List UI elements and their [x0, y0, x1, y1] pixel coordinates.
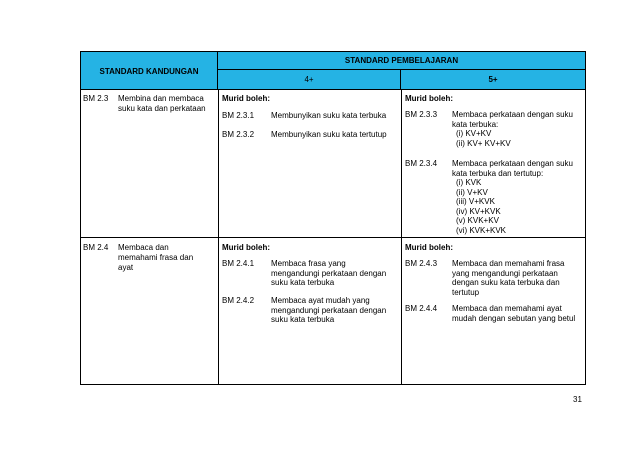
header-col-5plus: 5+: [401, 70, 585, 89]
row2-col5-item2-code: BM 2.4.4: [405, 304, 438, 313]
row2-col5-item1-line3: dengan suku kata terbuka dan: [452, 278, 560, 287]
row1-col5-item2-line8: (vi) KVK+KVK: [456, 225, 507, 235]
page-number: 31: [573, 395, 582, 404]
row2-col4-item1-code: BM 2.4.1: [222, 259, 255, 268]
row2-col4-item2-line3: suku kata terbuka: [271, 315, 335, 324]
row-divider: [81, 237, 585, 238]
row2-col4-item1-line3: suku kata terbuka: [271, 278, 335, 287]
header-divider: [81, 89, 585, 90]
row2-col4-item2-code: BM 2.4.2: [222, 296, 255, 305]
row2-col5-item1-code: BM 2.4.3: [405, 259, 438, 268]
header-standard-kandungan-label: STANDARD KANDUNGAN: [99, 67, 199, 76]
row1-col5-item2-line6: (iv) KV+KVK: [456, 206, 501, 216]
row2-code: BM 2.4: [83, 243, 109, 252]
row2-col4-item2-line2: mengandungi perkataan dengan: [271, 305, 387, 315]
row1-col4-item1-text: Membunyikan suku kata terbuka: [271, 111, 387, 120]
row1-col5-lead: Murid boleh:: [405, 94, 453, 103]
row1-col5-item1-line1: Membaca perkataan dengan suku: [452, 110, 573, 119]
row1-col5-item1-code: BM 2.3.3: [405, 110, 438, 119]
row2-col5-item1-line4: tertutup: [452, 287, 480, 297]
row1-col5-item2-line5: (iii) V+KVK: [456, 197, 495, 206]
row2-title-line2: memahami frasa dan: [118, 253, 194, 262]
row1-col5-item2-line7: (v) KVK+KV: [456, 216, 499, 225]
header-standard-kandungan: [81, 52, 218, 89]
row1-col5-item1-line2: kata terbuka:: [452, 119, 499, 129]
row2-col4-item1-line2: mengandungi perkataan dengan: [271, 268, 387, 278]
row1-col5-item1-line4: (ii) KV+ KV+KV: [456, 138, 511, 148]
row1-col5-item2-line3: (i) KVK: [456, 178, 482, 187]
row1-col4-item2-text: Membunyikan suku kata tertutup: [271, 130, 387, 139]
column-divider-1: [218, 89, 219, 384]
row1-col5-item2-line2: kata terbuka dan tertutup:: [452, 168, 544, 178]
row1-col4-item2-code: BM 2.3.2: [222, 130, 255, 139]
row1-col5-item2-line1: Membaca perkataan dengan suku: [452, 159, 573, 168]
header-col-4plus: 4+: [218, 70, 401, 89]
row1-code: BM 2.3: [83, 94, 109, 103]
row2-col5-item2-line1: Membaca dan memahami ayat: [452, 304, 562, 313]
row2-title-line1: Membaca dan: [118, 243, 169, 252]
row1-col5-item2-line4: (ii) V+KV: [456, 187, 488, 197]
row2-col5-item2-line2: mudah dengan sebutan yang betul: [452, 313, 576, 323]
curriculum-table: [80, 51, 586, 385]
row1-col5-item2-code: BM 2.3.4: [405, 159, 438, 168]
row1-col4-item1-code: BM 2.3.1: [222, 111, 255, 120]
row1-title-line2: suku kata dan perkataan: [118, 104, 206, 113]
column-divider-2: [401, 89, 402, 384]
row2-col4-item2-line1: Membaca ayat mudah yang: [271, 296, 370, 305]
row2-title-line3: ayat: [118, 263, 134, 272]
row2-col5-item1-line2: yang mengandungi perkataan: [452, 268, 558, 278]
row2-col5-lead: Murid boleh:: [405, 243, 453, 252]
row1-col5-item1-line3: (i) KV+KV: [456, 129, 492, 138]
row2-col4-lead: Murid boleh:: [222, 243, 270, 252]
row1-col4-lead: Murid boleh:: [222, 94, 270, 103]
row2-col4-item1-line1: Membaca frasa yang: [271, 259, 346, 268]
row2-col5-item1-line1: Membaca dan memahami frasa: [452, 259, 565, 268]
row1-title-line1: Membina dan membaca: [118, 94, 204, 103]
header-standard-pembelajaran: STANDARD PEMBELAJARAN: [218, 52, 585, 70]
